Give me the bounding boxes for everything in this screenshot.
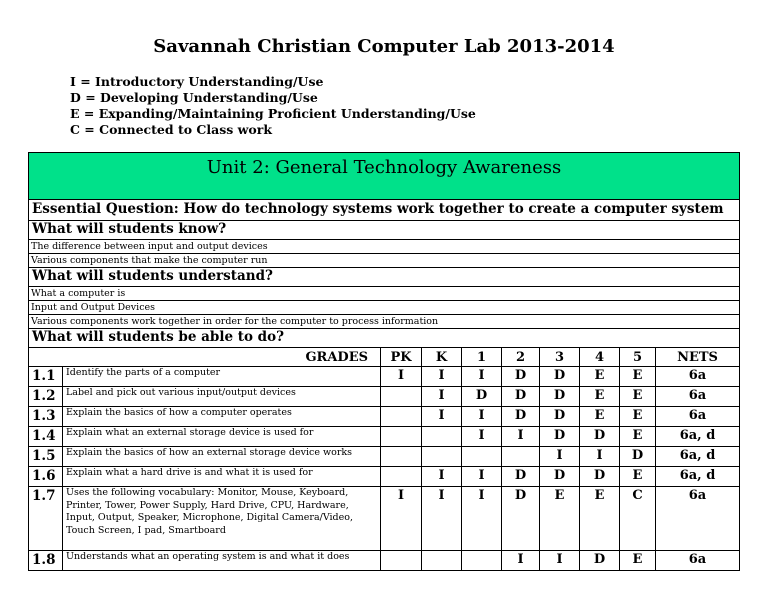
table-row bbox=[29, 367, 740, 387]
grade-mark bbox=[381, 447, 422, 467]
item-number: 1.1 bbox=[29, 367, 63, 387]
understand-item: Various components work together in order for the computer to process information bbox=[29, 315, 740, 329]
grade-mark: E bbox=[580, 487, 620, 551]
grade-mark: I bbox=[462, 367, 502, 387]
col-header-3: 3 bbox=[540, 348, 580, 367]
legend-item: E = Expanding/Maintaining Proficient Understanding/Use bbox=[70, 106, 476, 121]
table-row bbox=[29, 427, 740, 447]
grade-mark: D bbox=[580, 427, 620, 447]
curriculum-table bbox=[28, 152, 739, 571]
section-heading-know: What will students know? bbox=[29, 221, 740, 240]
grade-mark: I bbox=[422, 387, 462, 407]
nets-code: 6a, d bbox=[656, 427, 740, 447]
grade-mark: I bbox=[422, 467, 462, 487]
col-header-nets: NETS bbox=[656, 348, 740, 367]
col-header-2: 2 bbox=[502, 348, 540, 367]
grades-header-row bbox=[29, 348, 740, 367]
page-title: Savannah Christian Computer Lab 2013-2014 bbox=[153, 36, 615, 57]
grade-mark: E bbox=[620, 407, 656, 427]
grade-mark bbox=[422, 551, 462, 571]
grade-mark: E bbox=[540, 487, 580, 551]
grade-mark: I bbox=[462, 487, 502, 551]
grade-mark: E bbox=[620, 427, 656, 447]
item-number: 1.8 bbox=[29, 551, 63, 571]
grade-mark bbox=[381, 467, 422, 487]
legend-item: C = Connected to Class work bbox=[70, 122, 273, 137]
item-number: 1.7 bbox=[29, 487, 63, 551]
legend-item: D = Developing Understanding/Use bbox=[70, 90, 318, 105]
col-header-1: 1 bbox=[462, 348, 502, 367]
grade-mark bbox=[381, 427, 422, 447]
table-row bbox=[29, 487, 740, 551]
grade-mark: E bbox=[620, 387, 656, 407]
grade-mark: E bbox=[620, 367, 656, 387]
grade-mark: C bbox=[620, 487, 656, 551]
understand-item: Input and Output Devices bbox=[29, 301, 740, 315]
know-item: The difference between input and output devices bbox=[29, 240, 740, 254]
item-description: Explain what an external storage device is used for bbox=[63, 427, 381, 447]
grade-mark: D bbox=[502, 387, 540, 407]
grade-mark: D bbox=[580, 551, 620, 571]
nets-code: 6a bbox=[656, 407, 740, 427]
col-header-4: 4 bbox=[580, 348, 620, 367]
legend-item: I = Introductory Understanding/Use bbox=[70, 74, 324, 89]
grade-mark bbox=[381, 551, 422, 571]
grade-mark: E bbox=[620, 551, 656, 571]
grade-mark: D bbox=[540, 407, 580, 427]
grade-mark: I bbox=[381, 487, 422, 551]
grade-mark: D bbox=[540, 467, 580, 487]
essential-question: Essential Question: How do technology systems work together to create a computer system bbox=[29, 200, 740, 221]
grade-mark: D bbox=[540, 367, 580, 387]
section-heading-able: What will students be able to do? bbox=[29, 329, 740, 348]
grade-mark bbox=[422, 427, 462, 447]
grade-mark: E bbox=[620, 467, 656, 487]
item-description: Uses the following vocabulary: Monitor, Mouse, Keyboard, Printer, Tower, Power Supply, Hard Drive, CPU, Hardware, Input, Output, Speaker, Microphone, Digital Camera/Video, Touch Screen, I pad, Smartboard bbox=[63, 487, 381, 551]
item-description: Explain the basics of how an external storage device works bbox=[63, 447, 381, 467]
grade-mark: I bbox=[422, 367, 462, 387]
grade-mark bbox=[462, 447, 502, 467]
item-description: Identify the parts of a computer bbox=[63, 367, 381, 387]
nets-code: 6a bbox=[656, 487, 740, 551]
grade-mark: D bbox=[540, 427, 580, 447]
table-row bbox=[29, 407, 740, 427]
understand-item: What a computer is bbox=[29, 287, 740, 301]
col-header-pk: PK bbox=[381, 348, 422, 367]
item-description: Understands what an operating system is and what it does bbox=[63, 551, 381, 571]
grade-mark bbox=[381, 387, 422, 407]
grade-mark: E bbox=[580, 367, 620, 387]
grades-label: GRADES bbox=[29, 348, 381, 367]
item-description: Explain what a hard drive is and what it is used for bbox=[63, 467, 381, 487]
item-description: Label and pick out various input/output devices bbox=[63, 387, 381, 407]
grade-mark: D bbox=[580, 467, 620, 487]
grade-mark: I bbox=[580, 447, 620, 467]
grade-mark bbox=[462, 551, 502, 571]
grade-mark: D bbox=[502, 367, 540, 387]
grade-mark: I bbox=[540, 551, 580, 571]
legend bbox=[70, 74, 476, 138]
grade-mark: I bbox=[381, 367, 422, 387]
nets-code: 6a bbox=[656, 387, 740, 407]
grade-mark: D bbox=[540, 387, 580, 407]
grade-mark: D bbox=[462, 387, 502, 407]
col-header-5: 5 bbox=[620, 348, 656, 367]
grade-mark bbox=[502, 447, 540, 467]
col-header-k: K bbox=[422, 348, 462, 367]
grade-mark: I bbox=[502, 551, 540, 571]
item-number: 1.5 bbox=[29, 447, 63, 467]
grade-mark: E bbox=[580, 407, 620, 427]
grade-mark: I bbox=[422, 487, 462, 551]
grade-mark: I bbox=[540, 447, 580, 467]
nets-code: 6a, d bbox=[656, 447, 740, 467]
item-number: 1.3 bbox=[29, 407, 63, 427]
item-number: 1.2 bbox=[29, 387, 63, 407]
item-number: 1.4 bbox=[29, 427, 63, 447]
item-description: Explain the basics of how a computer operates bbox=[63, 407, 381, 427]
item-number: 1.6 bbox=[29, 467, 63, 487]
section-heading-understand: What will students understand? bbox=[29, 268, 740, 287]
grade-mark bbox=[381, 407, 422, 427]
table-row bbox=[29, 467, 740, 487]
grade-mark: D bbox=[502, 407, 540, 427]
grade-mark: E bbox=[580, 387, 620, 407]
know-item: Various components that make the computer run bbox=[29, 254, 740, 268]
unit-title: Unit 2: General Technology Awareness bbox=[29, 153, 740, 200]
grade-mark: D bbox=[620, 447, 656, 467]
grade-mark: I bbox=[462, 467, 502, 487]
nets-code: 6a bbox=[656, 551, 740, 571]
grade-mark: D bbox=[502, 487, 540, 551]
nets-code: 6a bbox=[656, 367, 740, 387]
grade-mark: I bbox=[422, 407, 462, 427]
grade-mark bbox=[422, 447, 462, 467]
grade-mark: I bbox=[502, 427, 540, 447]
grade-mark: I bbox=[462, 427, 502, 447]
table-row bbox=[29, 387, 740, 407]
nets-code: 6a, d bbox=[656, 467, 740, 487]
table-row bbox=[29, 551, 740, 571]
grade-mark: D bbox=[502, 467, 540, 487]
grade-mark: I bbox=[462, 407, 502, 427]
table-row bbox=[29, 447, 740, 467]
